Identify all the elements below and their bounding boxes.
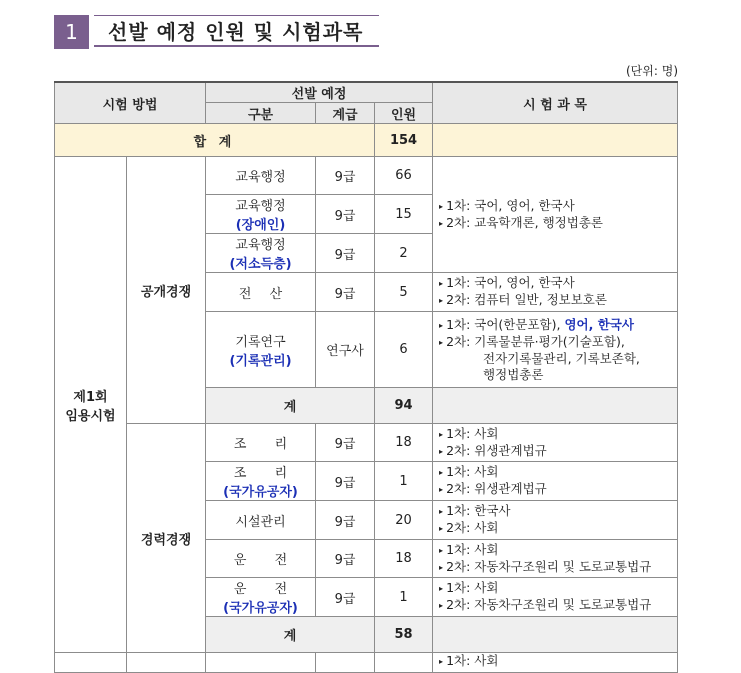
cell-count: 18 bbox=[375, 424, 433, 462]
section-title: 선발 예정 인원 및 시험과목 bbox=[94, 15, 379, 47]
cell-category: 기록연구 (기록관리) bbox=[206, 312, 316, 388]
table-row bbox=[55, 424, 678, 462]
cell-category: 시설관리 bbox=[206, 501, 316, 540]
cell-grade: 9급 bbox=[316, 540, 375, 578]
cell-subjects: ▸ 1차: 사회 ▸ 2차: 위생관계법규 bbox=[433, 462, 678, 501]
cell-subjects: ▸ 1차: 사회 ▸ 2차: 자동차구조원리 및 도로교통법규 bbox=[433, 578, 678, 617]
subjects-records: ▸ 1차: 국어(한문포함), 영어, 한국사 ▸ 2차: 기록물분류·평가(기술포함), 전자기록물관리, 기록보존학, 행정법총론 bbox=[433, 312, 678, 388]
cell-grade: 9급 bbox=[316, 157, 375, 195]
cell-category: 전 산 bbox=[206, 273, 316, 312]
subjects-admin: ▸ 1차: 국어, 영어, 한국사 ▸ 2차: 교육학개론, 행정법총론 bbox=[433, 157, 678, 273]
cell-count: 1 bbox=[375, 462, 433, 501]
cell-count: 15 bbox=[375, 195, 433, 234]
total-blank bbox=[433, 124, 678, 157]
subtotal-blank bbox=[433, 388, 678, 424]
cell-count: 1 bbox=[375, 578, 433, 617]
section-number: 1 bbox=[54, 15, 89, 49]
cell-grade: 9급 bbox=[316, 578, 375, 617]
cell-subjects: ▸ 1차: 사회 ▸ 2차: 자동차구조원리 및 도로교통법규 bbox=[433, 540, 678, 578]
cell-count: 20 bbox=[375, 501, 433, 540]
subtotal-label: 계 bbox=[206, 388, 375, 424]
unit-note: (단위: 명) bbox=[626, 64, 678, 78]
header-count: 인원 bbox=[375, 103, 433, 124]
cell-category: 교육행정 bbox=[206, 157, 316, 195]
cell-category: 교육행정 (장애인) bbox=[206, 195, 316, 234]
cell-count: 6 bbox=[375, 312, 433, 388]
round-label: 제1회 임용시험 bbox=[55, 157, 127, 653]
subtotal-value: 58 bbox=[375, 617, 433, 653]
header-method: 시험 방법 bbox=[55, 82, 206, 124]
subjects-it: ▸ 1차: 국어, 영어, 한국사 ▸ 2차: 컴퓨터 일반, 정보보호론 bbox=[433, 273, 678, 312]
cell-category: 조 리 (국가유공자) bbox=[206, 462, 316, 501]
cell-subjects: ▸ 1차: 사회 ▸ 2차: 위생관계법규 bbox=[433, 424, 678, 462]
cell-grade: 연구사 bbox=[316, 312, 375, 388]
cell-category: 운 전 (국가유공자) bbox=[206, 578, 316, 617]
subtotal-label: 계 bbox=[206, 617, 375, 653]
cell-grade: 9급 bbox=[316, 424, 375, 462]
open-label: 공개경쟁 bbox=[127, 157, 206, 424]
header-category: 구분 bbox=[206, 103, 316, 124]
total-value: 154 bbox=[375, 124, 433, 157]
cell-count: 2 bbox=[375, 234, 433, 273]
cell-count: 5 bbox=[375, 273, 433, 312]
cut-cell bbox=[127, 653, 206, 673]
cut-cell bbox=[316, 653, 375, 673]
cell-subjects: ▸ 1차: 한국사 ▸ 2차: 사회 bbox=[433, 501, 678, 540]
recruitment-table bbox=[54, 81, 678, 673]
header-group: 선발 예정 bbox=[206, 82, 433, 103]
total-label: 합 계 bbox=[55, 124, 375, 157]
cell-grade: 9급 bbox=[316, 234, 375, 273]
cell-grade: 9급 bbox=[316, 501, 375, 540]
cell-category: 조 리 bbox=[206, 424, 316, 462]
cell-grade: 9급 bbox=[316, 462, 375, 501]
table-row bbox=[55, 653, 678, 673]
cell-grade: 9급 bbox=[316, 195, 375, 234]
cell-grade: 9급 bbox=[316, 273, 375, 312]
subtotal-value: 94 bbox=[375, 388, 433, 424]
table-row bbox=[55, 157, 678, 195]
cut-cell bbox=[206, 653, 316, 673]
cut-cell bbox=[375, 653, 433, 673]
cut-subjects: ▸ 1차: 사회 bbox=[433, 653, 678, 673]
cell-category: 교육행정 (저소득층) bbox=[206, 234, 316, 273]
header-grade: 계급 bbox=[316, 103, 375, 124]
cell-count: 18 bbox=[375, 540, 433, 578]
cell-category: 운 전 bbox=[206, 540, 316, 578]
career-label: 경력경쟁 bbox=[127, 424, 206, 653]
cut-cell bbox=[55, 653, 127, 673]
subtotal-blank bbox=[433, 617, 678, 653]
header-subjects: 시 험 과 목 bbox=[433, 82, 678, 124]
total-row bbox=[55, 124, 678, 157]
cell-count: 66 bbox=[375, 157, 433, 195]
